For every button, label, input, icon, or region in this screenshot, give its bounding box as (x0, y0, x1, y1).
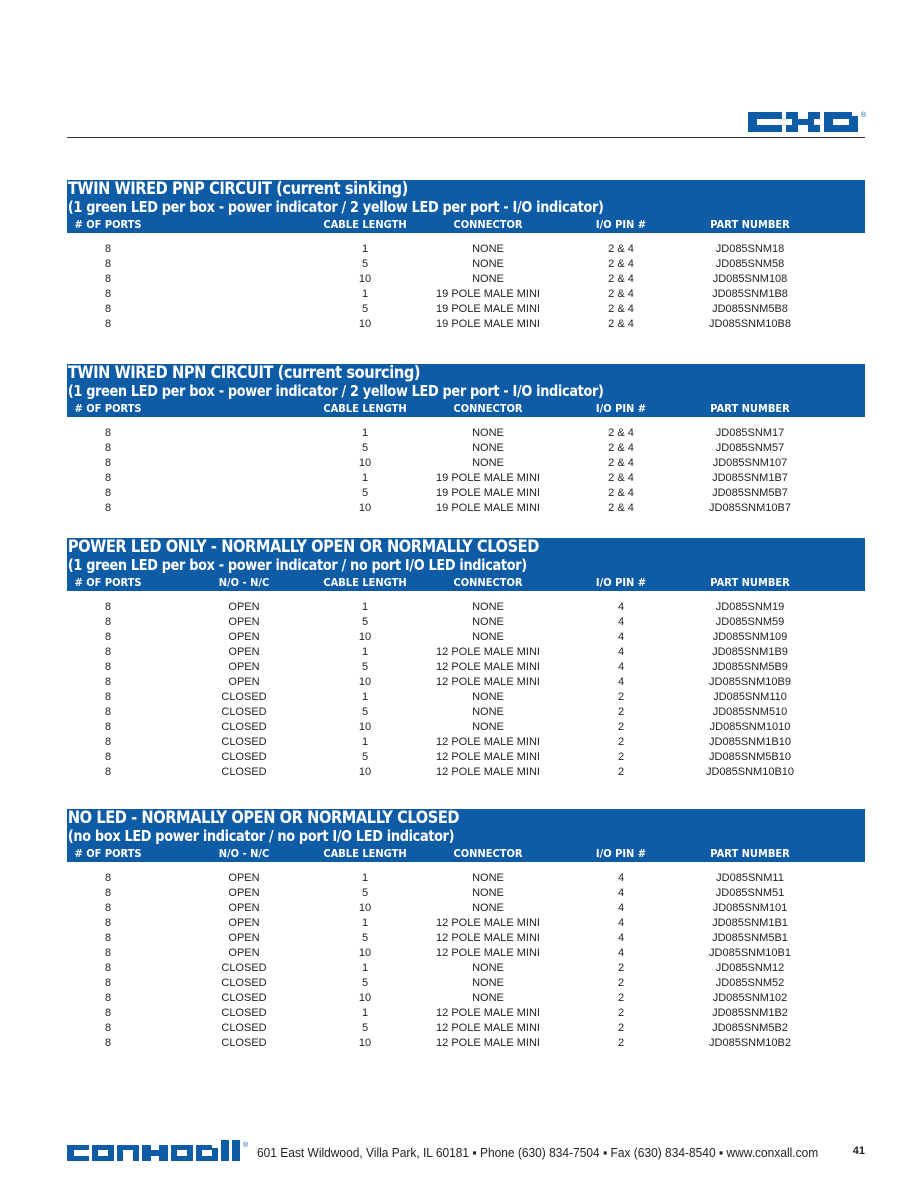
cell-pin: 2 & 4 (608, 258, 634, 270)
cell-pin: 2 (617, 1022, 625, 1034)
cell-connector: 12 POLE MALE MINI (436, 751, 540, 763)
cell-connector: NONE (472, 721, 504, 733)
column-headers (67, 574, 865, 591)
cell-ports: 8 (104, 947, 112, 959)
cell-ports: 8 (104, 457, 112, 469)
cell-ports: 8 (104, 661, 112, 673)
cell-cable: 10 (358, 992, 372, 1004)
table-row (67, 871, 865, 886)
registered-mark: ® (243, 1142, 249, 1149)
section-title: NO LED - NORMALLY OPEN OR NORMALLY CLOSED (67, 808, 460, 828)
table-row (67, 456, 865, 471)
section-npn (67, 364, 865, 516)
cell-connector: 19 POLE MALE MINI (436, 288, 540, 300)
cell-connector: NONE (472, 962, 504, 974)
cell-pin: 2 & 4 (608, 303, 634, 315)
cell-part: JD085SNM1B10 (709, 736, 791, 748)
cell-part: JD085SNM5B7 (712, 487, 788, 499)
cell-cable: 5 (361, 887, 369, 899)
cell-part: JD085SNM5B2 (712, 1022, 788, 1034)
cell-connector: 19 POLE MALE MINI (436, 502, 540, 514)
cell-connector: 12 POLE MALE MINI (436, 917, 540, 929)
col-io-pin: I/O PIN # (595, 218, 647, 231)
cell-cable: 10 (358, 457, 372, 469)
column-headers (67, 400, 865, 417)
cell-cable: 10 (358, 721, 372, 733)
cell-part: JD085SNM107 (712, 457, 788, 469)
table-row (67, 615, 865, 630)
cell-part: JD085SNM10B2 (709, 1037, 791, 1049)
section-subtitle: (no box LED power indicator / no port I/O LED indicator) (67, 827, 455, 845)
top-rule (67, 137, 865, 138)
cell-cable: 1 (361, 917, 369, 929)
cell-part: JD085SNM1B8 (712, 288, 788, 300)
cell-part: JD085SNM1010 (709, 721, 791, 733)
cell-no-nc: OPEN (228, 917, 260, 929)
section-power-led-only (67, 538, 865, 780)
cell-part: JD085SNM59 (715, 616, 785, 628)
registered-mark: ® (861, 112, 867, 119)
cell-part: JD085SNM11 (716, 872, 784, 884)
cell-connector: 12 POLE MALE MINI (436, 736, 540, 748)
cell-no-nc: CLOSED (221, 1007, 267, 1019)
cell-connector: 12 POLE MALE MINI (436, 1007, 540, 1019)
cell-cable: 10 (358, 273, 372, 285)
cell-pin: 2 (617, 736, 625, 748)
col-ports: # OF PORTS (74, 402, 142, 415)
table-row (67, 705, 865, 720)
cell-part: JD085SNM17 (715, 427, 785, 439)
cell-ports: 8 (104, 1037, 112, 1049)
table-row (67, 441, 865, 456)
cell-pin: 2 & 4 (608, 288, 634, 300)
table-row (67, 750, 865, 765)
cell-ports: 8 (104, 427, 112, 439)
col-no-nc: N/O - N/C (218, 576, 270, 589)
cell-ports: 8 (104, 631, 112, 643)
cell-cable: 10 (358, 502, 372, 514)
cell-cable: 5 (361, 1022, 369, 1034)
cell-part: JD085SNM52 (715, 977, 785, 989)
table-row (67, 1036, 865, 1051)
cell-ports: 8 (104, 736, 112, 748)
cell-cable: 1 (361, 736, 369, 748)
cell-no-nc: CLOSED (221, 1022, 267, 1034)
cell-connector: 12 POLE MALE MINI (436, 676, 540, 688)
cell-ports: 8 (104, 917, 112, 929)
section-header-band (67, 364, 865, 417)
cell-connector: 19 POLE MALE MINI (436, 487, 540, 499)
table-row (67, 486, 865, 501)
col-connector: CONNECTOR (453, 218, 523, 231)
col-part-number: PART NUMBER (710, 402, 790, 415)
section-subtitle: (1 green LED per box - power indicator / 2 yellow LED per port - I/O indicator) (67, 382, 604, 400)
table-row (67, 901, 865, 916)
cell-cable: 10 (358, 631, 372, 643)
table-row (67, 1021, 865, 1036)
cell-part: JD085SNM5B8 (712, 303, 788, 315)
cell-connector: 12 POLE MALE MINI (436, 1037, 540, 1049)
table-body (67, 233, 865, 332)
cell-no-nc: OPEN (228, 661, 260, 673)
cell-ports: 8 (104, 902, 112, 914)
cell-cable: 5 (361, 661, 369, 673)
cell-connector: NONE (472, 616, 504, 628)
cell-connector: 12 POLE MALE MINI (436, 947, 540, 959)
cell-no-nc: CLOSED (221, 706, 267, 718)
conxall-logo (67, 1140, 252, 1166)
table-row (67, 287, 865, 302)
cell-pin: 2 (617, 977, 625, 989)
section-header-band (67, 180, 865, 233)
cell-cable: 1 (361, 288, 369, 300)
cell-connector: NONE (472, 992, 504, 1004)
cell-part: JD085SNM109 (712, 631, 788, 643)
cell-part: JD085SNM58 (715, 258, 785, 270)
section-title: TWIN WIRED PNP CIRCUIT (current sinking) (67, 179, 408, 199)
cell-ports: 8 (104, 872, 112, 884)
cell-no-nc: CLOSED (221, 751, 267, 763)
table-row (67, 946, 865, 961)
cell-connector: NONE (472, 442, 504, 454)
cell-pin: 4 (617, 631, 625, 643)
cell-ports: 8 (104, 1007, 112, 1019)
table-body (67, 591, 865, 780)
col-cable-length: CABLE LENGTH (323, 576, 407, 589)
col-connector: CONNECTOR (453, 847, 523, 860)
cell-connector: NONE (472, 457, 504, 469)
cell-ports: 8 (104, 646, 112, 658)
col-ports: # OF PORTS (74, 218, 142, 231)
section-subtitle: (1 green LED per box - power indicator / no port I/O LED indicator) (67, 556, 527, 574)
table-body (67, 417, 865, 516)
cell-part: JD085SNM5B9 (712, 661, 788, 673)
cell-part: JD085SNM10B8 (709, 318, 791, 330)
cell-pin: 4 (617, 676, 625, 688)
cell-connector: NONE (472, 977, 504, 989)
col-part-number: PART NUMBER (710, 576, 790, 589)
cell-pin: 4 (617, 601, 625, 613)
table-row (67, 961, 865, 976)
table-row (67, 720, 865, 735)
cell-cable: 1 (361, 691, 369, 703)
cell-cable: 5 (361, 487, 369, 499)
cell-part: JD085SNM102 (712, 992, 788, 1004)
cell-ports: 8 (104, 318, 112, 330)
cell-connector: 12 POLE MALE MINI (436, 1022, 540, 1034)
cell-connector: 12 POLE MALE MINI (436, 661, 540, 673)
cell-pin: 2 & 4 (608, 502, 634, 514)
cell-cable: 5 (361, 258, 369, 270)
cell-ports: 8 (104, 706, 112, 718)
cell-pin: 4 (617, 947, 625, 959)
cell-cable: 5 (361, 706, 369, 718)
cell-cable: 1 (361, 472, 369, 484)
cell-cable: 5 (361, 616, 369, 628)
col-io-pin: I/O PIN # (595, 847, 647, 860)
cell-no-nc: OPEN (228, 601, 260, 613)
cell-no-nc: CLOSED (221, 736, 267, 748)
cell-part: JD085SNM101 (712, 902, 788, 914)
col-connector: CONNECTOR (453, 576, 523, 589)
cell-part: JD085SNM510 (712, 706, 788, 718)
cell-cable: 5 (361, 977, 369, 989)
col-io-pin: I/O PIN # (595, 402, 647, 415)
cell-no-nc: CLOSED (221, 962, 267, 974)
cell-no-nc: OPEN (228, 887, 260, 899)
cell-pin: 2 & 4 (608, 273, 634, 285)
cell-cable: 1 (361, 601, 369, 613)
col-cable-length: CABLE LENGTH (323, 402, 407, 415)
cell-no-nc: CLOSED (221, 1037, 267, 1049)
cell-no-nc: OPEN (228, 616, 260, 628)
page-number: 41 (852, 1145, 865, 1157)
cell-part: JD085SNM18 (715, 243, 785, 255)
table-row (67, 886, 865, 901)
cell-no-nc: CLOSED (221, 992, 267, 1004)
cell-ports: 8 (104, 751, 112, 763)
table-row (67, 675, 865, 690)
cell-pin: 2 (617, 751, 625, 763)
cell-cable: 1 (361, 646, 369, 658)
cell-pin: 2 & 4 (608, 472, 634, 484)
cell-ports: 8 (104, 472, 112, 484)
cell-part: JD085SNM5B1 (712, 932, 788, 944)
table-row (67, 991, 865, 1006)
table-row (67, 302, 865, 317)
cell-pin: 4 (617, 616, 625, 628)
cell-pin: 2 (617, 721, 625, 733)
cell-cable: 1 (361, 243, 369, 255)
cell-ports: 8 (104, 1022, 112, 1034)
cell-connector: 12 POLE MALE MINI (436, 646, 540, 658)
cell-cable: 10 (358, 947, 372, 959)
cell-pin: 2 (617, 992, 625, 1004)
cell-cable: 10 (358, 676, 372, 688)
cell-connector: NONE (472, 258, 504, 270)
footer-address: 601 East Wildwood, Villa Park, IL 60181 ▪ Phone (630) 834-7504 ▪ Fax (630) 834-8540 ▪ www.conxall.com (257, 1145, 819, 1160)
table-row (67, 426, 865, 441)
column-headers (67, 845, 865, 862)
cell-part: JD085SNM10B1 (709, 947, 791, 959)
cell-cable: 5 (361, 442, 369, 454)
cell-ports: 8 (104, 691, 112, 703)
col-ports: # OF PORTS (74, 576, 142, 589)
cell-cable: 10 (358, 766, 372, 778)
cell-connector: NONE (472, 427, 504, 439)
cell-no-nc: CLOSED (221, 721, 267, 733)
cell-part: JD085SNM110 (713, 691, 787, 703)
cell-connector: 19 POLE MALE MINI (436, 472, 540, 484)
cell-connector: NONE (472, 631, 504, 643)
cell-pin: 4 (617, 646, 625, 658)
cell-cable: 1 (361, 1007, 369, 1019)
cell-no-nc: CLOSED (221, 977, 267, 989)
cell-pin: 2 & 4 (608, 442, 634, 454)
table-row (67, 916, 865, 931)
table-row (67, 272, 865, 287)
cell-no-nc: OPEN (228, 947, 260, 959)
cell-pin: 2 (617, 706, 625, 718)
cell-pin: 2 & 4 (608, 457, 634, 469)
cell-pin: 4 (617, 917, 625, 929)
cell-cable: 10 (358, 902, 372, 914)
cell-part: JD085SNM12 (715, 962, 785, 974)
cell-part: JD085SNM19 (715, 601, 785, 613)
col-no-nc: N/O - N/C (218, 847, 270, 860)
cell-ports: 8 (104, 258, 112, 270)
cell-ports: 8 (104, 766, 112, 778)
table-row (67, 660, 865, 675)
cell-connector: 19 POLE MALE MINI (436, 303, 540, 315)
table-row (67, 645, 865, 660)
table-body (67, 862, 865, 1051)
cell-pin: 4 (617, 887, 625, 899)
cell-pin: 2 (617, 766, 625, 778)
cell-cable: 5 (361, 932, 369, 944)
cell-connector: NONE (472, 902, 504, 914)
cell-ports: 8 (104, 977, 112, 989)
cell-cable: 1 (361, 427, 369, 439)
cell-ports: 8 (104, 273, 112, 285)
cell-part: JD085SNM10B7 (709, 502, 791, 514)
table-row (67, 735, 865, 750)
cell-no-nc: OPEN (228, 932, 260, 944)
cell-part: JD085SNM51 (715, 887, 785, 899)
cell-part: JD085SNM57 (715, 442, 785, 454)
cell-no-nc: OPEN (228, 631, 260, 643)
col-io-pin: I/O PIN # (595, 576, 647, 589)
section-header-band (67, 809, 865, 862)
cell-pin: 2 & 4 (608, 243, 634, 255)
cell-pin: 2 & 4 (608, 487, 634, 499)
cell-ports: 8 (104, 676, 112, 688)
col-connector: CONNECTOR (453, 402, 523, 415)
cell-connector: 12 POLE MALE MINI (436, 766, 540, 778)
cell-pin: 2 (617, 1037, 625, 1049)
section-title: POWER LED ONLY - NORMALLY OPEN OR NORMALLY CLOSED (67, 537, 539, 557)
cell-ports: 8 (104, 887, 112, 899)
cell-connector: 12 POLE MALE MINI (436, 932, 540, 944)
cell-pin: 4 (617, 661, 625, 673)
table-row (67, 765, 865, 780)
cell-no-nc: CLOSED (221, 766, 267, 778)
cell-pin: 2 & 4 (608, 427, 634, 439)
table-row (67, 501, 865, 516)
cell-cable: 1 (361, 872, 369, 884)
table-row (67, 242, 865, 257)
cell-no-nc: OPEN (228, 646, 260, 658)
cell-connector: NONE (472, 706, 504, 718)
col-part-number: PART NUMBER (710, 218, 790, 231)
cell-part: JD085SNM108 (712, 273, 788, 285)
cell-connector: NONE (472, 601, 504, 613)
cell-pin: 2 (617, 1007, 625, 1019)
table-row (67, 976, 865, 991)
cell-connector: 19 POLE MALE MINI (436, 318, 540, 330)
cell-part: JD085SNM5B10 (709, 751, 791, 763)
cell-ports: 8 (104, 962, 112, 974)
cell-connector: NONE (472, 243, 504, 255)
cell-no-nc: CLOSED (221, 691, 267, 703)
cell-part: JD085SNM10B9 (709, 676, 791, 688)
cell-part: JD085SNM1B2 (712, 1007, 788, 1019)
table-row (67, 600, 865, 615)
table-row (67, 1006, 865, 1021)
cell-connector: NONE (472, 691, 504, 703)
cell-no-nc: OPEN (228, 676, 260, 688)
table-row (67, 931, 865, 946)
cell-ports: 8 (104, 303, 112, 315)
cell-cable: 10 (358, 1037, 372, 1049)
cell-no-nc: OPEN (228, 872, 260, 884)
col-part-number: PART NUMBER (710, 847, 790, 860)
cell-ports: 8 (104, 601, 112, 613)
col-cable-length: CABLE LENGTH (323, 847, 407, 860)
section-no-led (67, 809, 865, 1051)
cell-ports: 8 (104, 721, 112, 733)
cell-ports: 8 (104, 288, 112, 300)
cell-connector: NONE (472, 273, 504, 285)
section-subtitle: (1 green LED per box - power indicator / 2 yellow LED per port - I/O indicator) (67, 198, 604, 216)
col-cable-length: CABLE LENGTH (323, 218, 407, 231)
cell-connector: NONE (472, 887, 504, 899)
cell-part: JD085SNM1B1 (712, 917, 788, 929)
cell-ports: 8 (104, 992, 112, 1004)
table-row (67, 630, 865, 645)
cell-cable: 5 (361, 751, 369, 763)
cell-cable: 10 (358, 318, 372, 330)
table-row (67, 690, 865, 705)
cell-part: JD085SNM10B10 (705, 766, 795, 778)
cell-ports: 8 (104, 932, 112, 944)
cell-part: JD085SNM1B9 (712, 646, 788, 658)
cell-ports: 8 (104, 502, 112, 514)
table-row (67, 257, 865, 272)
cell-part: JD085SNM1B7 (712, 472, 788, 484)
cell-connector: NONE (472, 872, 504, 884)
cell-pin: 2 & 4 (608, 318, 634, 330)
cell-pin: 2 (617, 691, 625, 703)
cell-ports: 8 (104, 616, 112, 628)
cell-no-nc: OPEN (228, 902, 260, 914)
cell-ports: 8 (104, 487, 112, 499)
cxa-logo (748, 108, 868, 136)
footer (67, 1140, 865, 1170)
cell-cable: 1 (361, 962, 369, 974)
cell-pin: 4 (617, 872, 625, 884)
section-title: TWIN WIRED NPN CIRCUIT (current sourcing) (67, 363, 421, 383)
cell-pin: 4 (617, 902, 625, 914)
column-headers (67, 216, 865, 233)
cell-ports: 8 (104, 442, 112, 454)
section-header-band (67, 538, 865, 591)
cell-pin: 4 (617, 932, 625, 944)
cell-pin: 2 (617, 962, 625, 974)
cell-ports: 8 (104, 243, 112, 255)
cell-cable: 5 (361, 303, 369, 315)
col-ports: # OF PORTS (74, 847, 142, 860)
table-row (67, 471, 865, 486)
table-row (67, 317, 865, 332)
section-pnp (67, 180, 865, 332)
